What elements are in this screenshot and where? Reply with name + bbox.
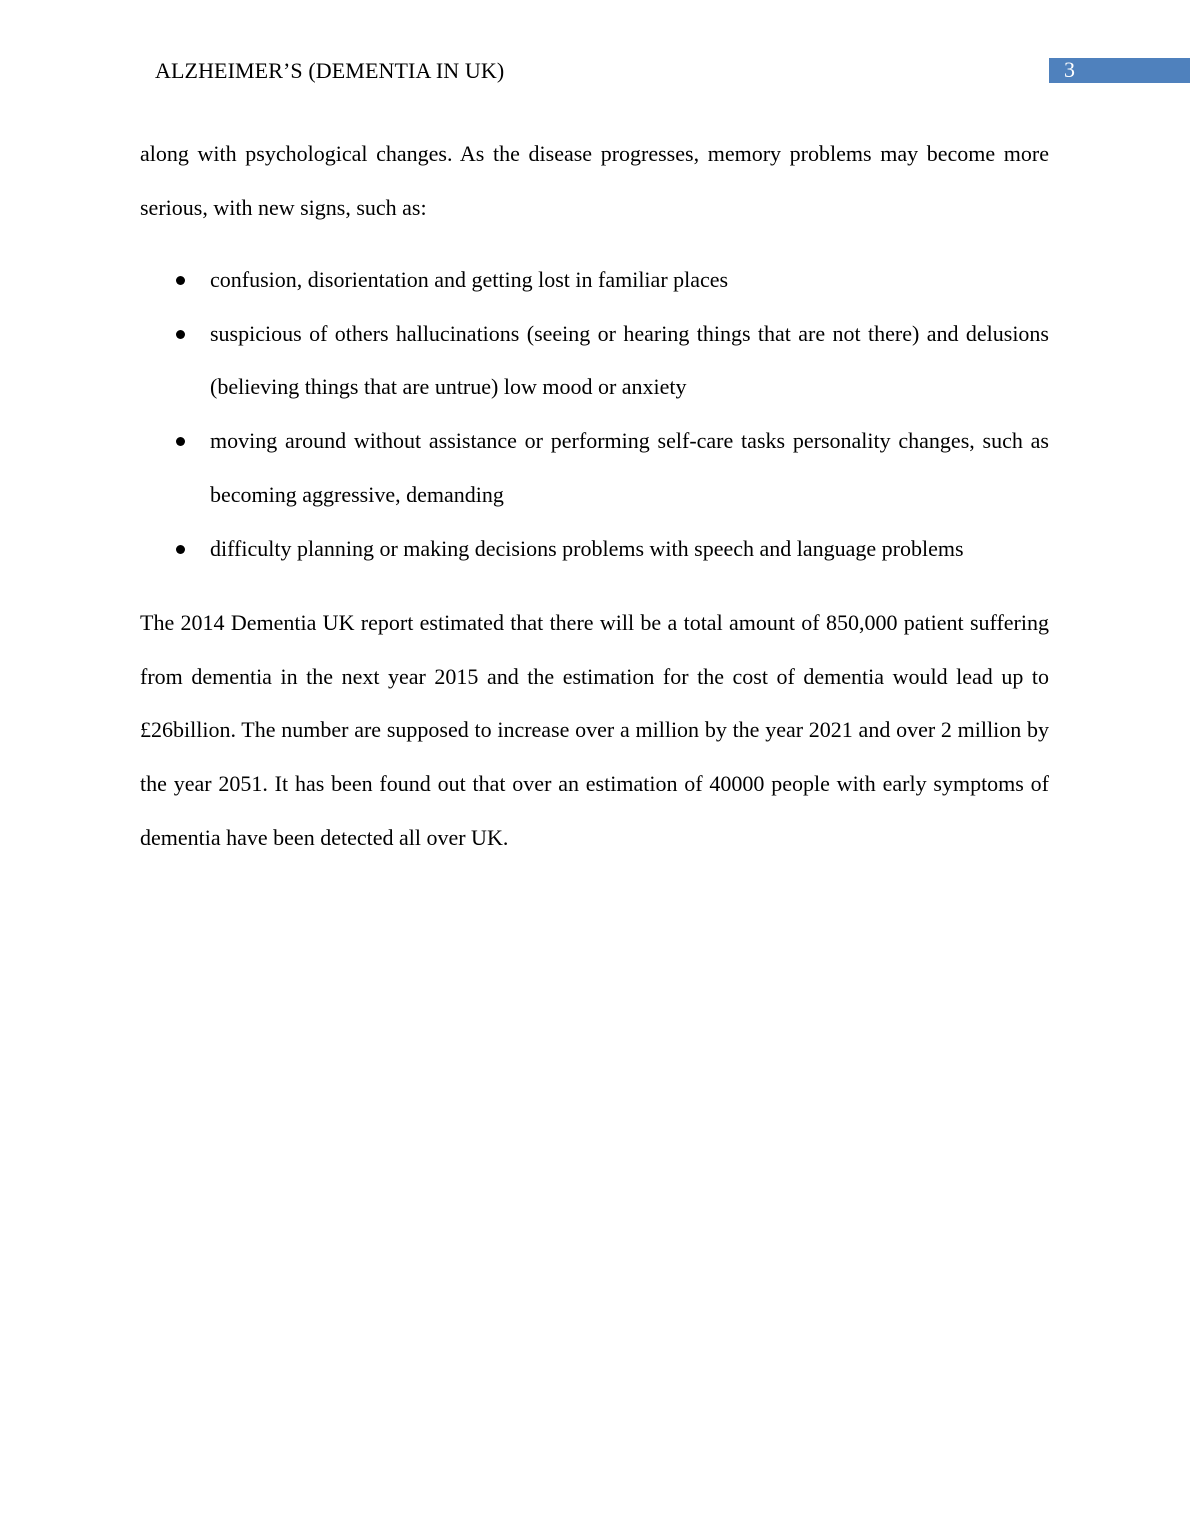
list-item <box>140 307 1049 414</box>
list-item <box>140 414 1049 521</box>
list-item-text: suspicious of others hallucinations (seeing or hearing things that are not there) and delusions (believing things that are untrue) low mood or anxiety <box>210 320 1049 400</box>
page-number-bar <box>1049 58 1190 83</box>
list-item <box>140 522 1049 576</box>
bullet-icon <box>176 330 185 339</box>
running-head-title: ALZHEIMER’S (DEMENTIA IN UK) <box>155 58 505 83</box>
list-item-text: difficulty planning or making decisions problems with speech and language problems <box>210 535 964 561</box>
bullet-icon <box>176 545 185 554</box>
list-item <box>140 253 1049 307</box>
intro-paragraph: along with psychological changes. As the disease progresses, memory problems may become more serious, with new signs, such as: <box>140 141 1049 220</box>
bullet-icon <box>176 276 185 285</box>
list-item-text: moving around without assistance or performing self-care tasks personality changes, such as becoming aggressive, demanding <box>210 428 1049 507</box>
bullet-icon <box>176 437 185 446</box>
symptom-list <box>140 253 1049 575</box>
list-item-text: confusion, disorientation and getting lost in familiar places <box>210 267 729 292</box>
page-number: 3 <box>1064 57 1075 82</box>
report-paragraph: The 2014 Dementia UK report estimated that there will be a total amount of 850,000 patient suffering from dementia in the next year 2015 and the estimation for the cost of dementia would lead up to £26billion. The number are supposed to increase over a million by the year 2021 and over 2 million by the year 2051. It has been found out that over an estimation of 40000 people with early symptoms of dementia have been detected all over UK. <box>140 610 1049 850</box>
